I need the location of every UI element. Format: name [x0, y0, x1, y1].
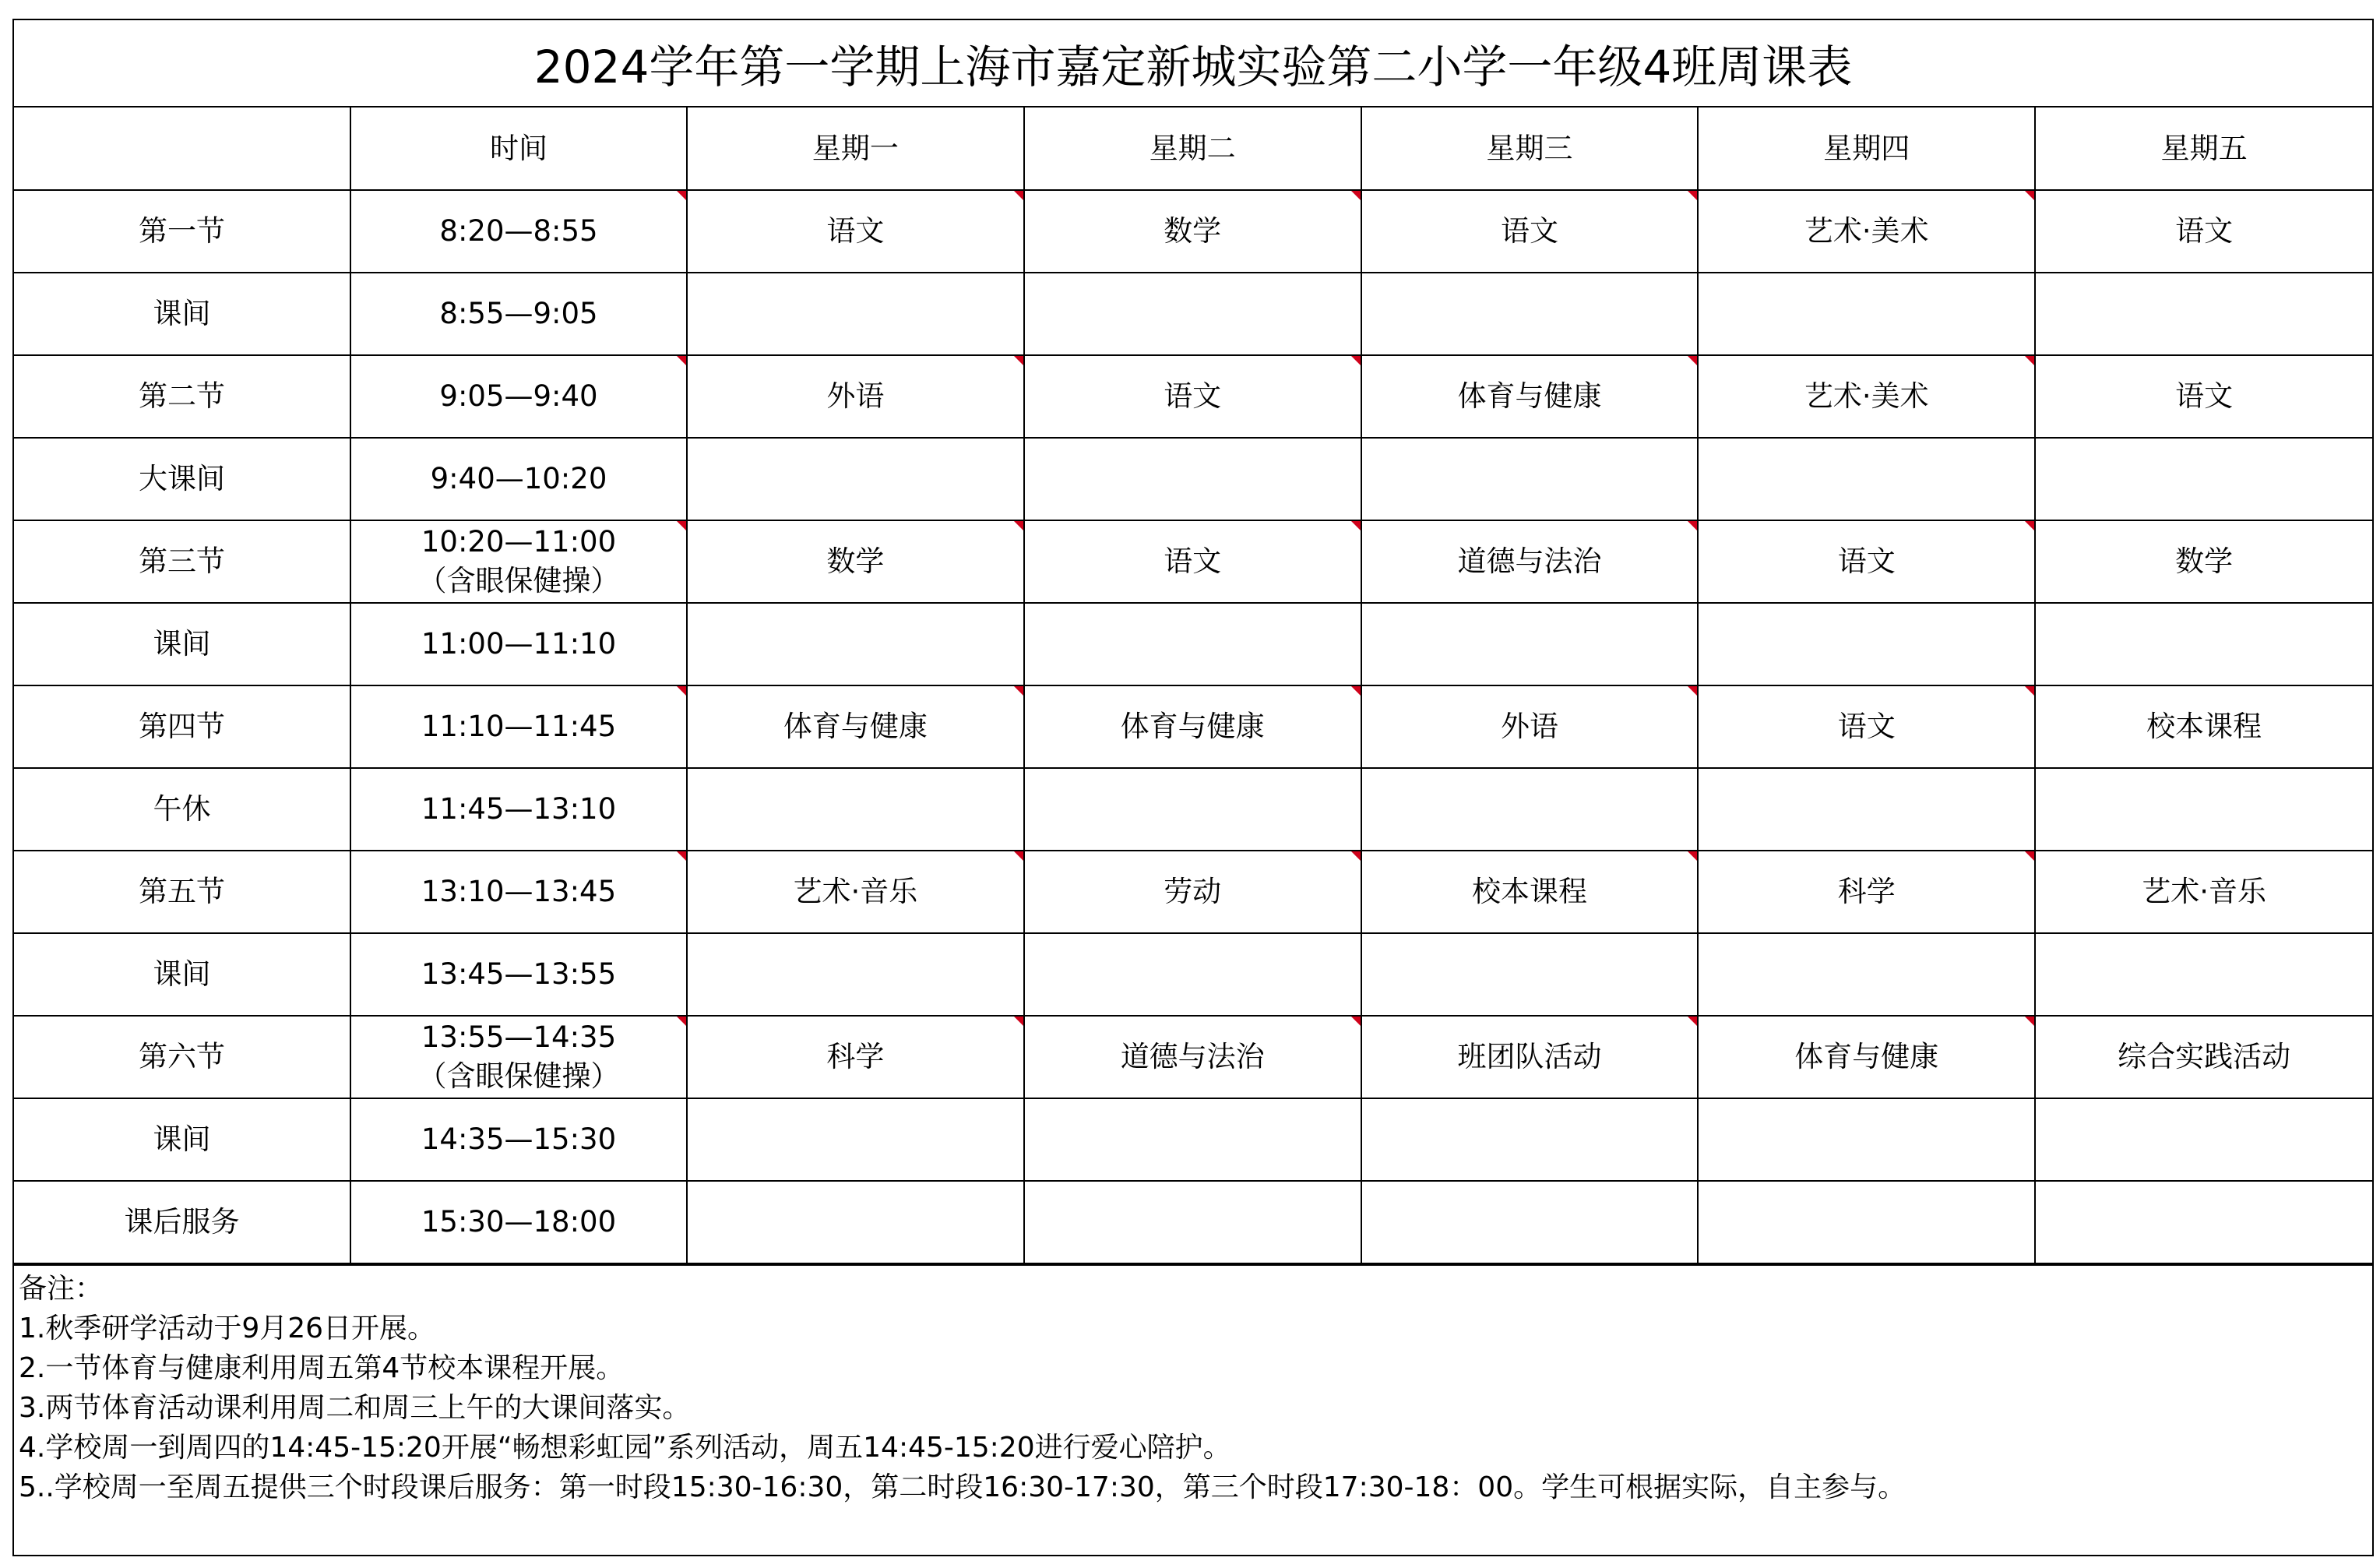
- period-label: 第五节: [14, 851, 350, 933]
- subject-label: 体育与健康: [1120, 710, 1265, 743]
- subject-cell-monday: [687, 1016, 1024, 1098]
- subject-cell-thursday: [1698, 273, 2035, 355]
- comment-marker-icon: [1688, 356, 1697, 365]
- note-line: 4.学校周一到周四的14:45-15:20开展“畅想彩虹园”系列活动，周五14:45-15:20进行爱心陪护。: [19, 1432, 1231, 1464]
- subject-cell-tuesday: [1024, 355, 1361, 438]
- subject-cell-tuesday: [1024, 438, 1361, 520]
- table-row: [14, 190, 2372, 273]
- period-time-note: （含眼保健操）: [417, 1059, 620, 1093]
- subject-cell-thursday: [1698, 520, 2035, 603]
- timetable-sheet: [12, 19, 2374, 1556]
- period-time-range: 13:55—14:35: [421, 1020, 617, 1054]
- subject-label: 艺术·美术: [1804, 379, 1929, 413]
- period-time: [350, 273, 687, 355]
- subject-cell-wednesday: [1361, 438, 1699, 520]
- subject-cell-tuesday: [1024, 685, 1361, 768]
- timetable-grid: [14, 107, 2372, 1264]
- subject-label: 语文: [1164, 379, 1222, 413]
- subject-label: 语文: [2175, 379, 2234, 413]
- subject-cell-tuesday: [1024, 273, 1361, 355]
- subject-cell-thursday: [1698, 1098, 2035, 1181]
- subject-cell-wednesday: [1361, 933, 1699, 1016]
- table-row: [14, 603, 2372, 685]
- subject-label: 外语: [1500, 710, 1558, 743]
- comment-marker-icon: [677, 356, 686, 365]
- period-label: 大课间: [14, 438, 350, 520]
- notes-section: [14, 1264, 2372, 1507]
- subject-cell-wednesday: [1361, 685, 1699, 768]
- subject-cell-tuesday: [1024, 1181, 1361, 1263]
- subject-cell-monday: [687, 520, 1024, 603]
- subject-cell-monday: [687, 685, 1024, 768]
- period-time: [350, 355, 687, 438]
- comment-marker-icon: [677, 686, 686, 696]
- subject-cell-tuesday: [1024, 603, 1361, 685]
- header-cell-thursday: 星期四: [1698, 107, 2035, 190]
- comment-marker-icon: [1014, 191, 1023, 200]
- period-time-note: （含眼保健操）: [417, 564, 620, 597]
- comment-marker-icon: [1688, 851, 1697, 861]
- note-line: 3.两节体育活动课利用周二和周三上午的大课间落实。: [19, 1392, 691, 1424]
- header-cell-tuesday: 星期二: [1024, 107, 1361, 190]
- table-row: [14, 1098, 2372, 1181]
- period-time-range: 15:30—18:00: [421, 1205, 617, 1239]
- comment-marker-icon: [1351, 1017, 1361, 1026]
- subject-label: 科学: [826, 1040, 885, 1073]
- comment-marker-icon: [2025, 851, 2034, 861]
- subject-cell-tuesday: [1024, 1098, 1361, 1181]
- period-label: 第四节: [14, 685, 350, 768]
- comment-marker-icon: [1688, 521, 1697, 530]
- subject-cell-friday: [2035, 190, 2372, 273]
- subject-label: 外语: [826, 379, 885, 413]
- subject-cell-friday: [2035, 1016, 2372, 1098]
- comment-marker-icon: [2025, 356, 2034, 365]
- comment-marker-icon: [2025, 191, 2034, 200]
- period-label: 课间: [14, 1098, 350, 1181]
- subject-cell-wednesday: [1361, 851, 1699, 933]
- note-line: 5..学校周一至周五提供三个时段课后服务：第一时段15:30-16:30，第二时段16:30-17:30，第三个时段17:30-18：00。学生可根据实际，自主参与。: [19, 1471, 1906, 1503]
- comment-marker-icon: [1351, 356, 1361, 365]
- subject-cell-wednesday: [1361, 1098, 1699, 1181]
- subject-cell-tuesday: [1024, 520, 1361, 603]
- comment-marker-icon: [1351, 521, 1361, 530]
- period-time: [350, 190, 687, 273]
- subject-cell-friday: [2035, 273, 2372, 355]
- period-time: [350, 685, 687, 768]
- comment-marker-icon: [1351, 191, 1361, 200]
- subject-cell-thursday: [1698, 768, 2035, 851]
- subject-label: 数学: [1164, 214, 1222, 248]
- subject-label: 科学: [1837, 875, 1896, 908]
- period-time-range: 11:00—11:10: [421, 627, 617, 661]
- subject-label: 语文: [1164, 544, 1222, 578]
- comment-marker-icon: [1688, 191, 1697, 200]
- period-label: 课间: [14, 603, 350, 685]
- subject-cell-monday: [687, 190, 1024, 273]
- subject-label: 艺术·音乐: [793, 875, 918, 908]
- subject-cell-wednesday: [1361, 1016, 1699, 1098]
- period-time-range: 14:35—15:30: [421, 1122, 617, 1156]
- period-label: 午休: [14, 768, 350, 851]
- period-time: [350, 933, 687, 1016]
- header-cell-monday: 星期一: [687, 107, 1024, 190]
- period-time: [350, 520, 687, 603]
- subject-cell-wednesday: [1361, 520, 1699, 603]
- subject-cell-thursday: [1698, 603, 2035, 685]
- subject-cell-thursday: [1698, 1181, 2035, 1263]
- subject-cell-thursday: [1698, 685, 2035, 768]
- subject-label: 语文: [1500, 214, 1558, 248]
- subject-cell-thursday: [1698, 190, 2035, 273]
- subject-cell-friday: [2035, 355, 2372, 438]
- period-time: [350, 851, 687, 933]
- subject-cell-monday: [687, 768, 1024, 851]
- subject-cell-wednesday: [1361, 768, 1699, 851]
- subject-cell-friday: [2035, 1098, 2372, 1181]
- subject-cell-friday: [2035, 851, 2372, 933]
- subject-label: 道德与法治: [1457, 544, 1602, 578]
- subject-label: 数学: [826, 544, 885, 578]
- subject-label: 校本课程: [1471, 875, 1587, 908]
- period-time-range: 13:45—13:55: [421, 957, 617, 991]
- period-label: 课后服务: [14, 1181, 350, 1263]
- subject-cell-monday: [687, 273, 1024, 355]
- subject-cell-thursday: [1698, 851, 2035, 933]
- period-label: 第一节: [14, 190, 350, 273]
- period-time-range: 11:45—13:10: [421, 792, 617, 826]
- header-cell-friday: 星期五: [2035, 107, 2372, 190]
- subject-cell-monday: [687, 1098, 1024, 1181]
- comment-marker-icon: [1014, 356, 1023, 365]
- subject-label: 校本课程: [2146, 710, 2262, 743]
- period-time: [350, 768, 687, 851]
- subject-cell-wednesday: [1361, 603, 1699, 685]
- table-row: [14, 1181, 2372, 1263]
- subject-cell-monday: [687, 355, 1024, 438]
- subject-label: 语文: [826, 214, 885, 248]
- subject-label: 体育与健康: [1794, 1040, 1939, 1073]
- subject-cell-thursday: [1698, 1016, 2035, 1098]
- period-time: [350, 1016, 687, 1098]
- subject-cell-monday: [687, 438, 1024, 520]
- period-time-range: 8:55—9:05: [439, 297, 598, 330]
- subject-cell-thursday: [1698, 933, 2035, 1016]
- subject-cell-wednesday: [1361, 1181, 1699, 1263]
- subject-cell-tuesday: [1024, 851, 1361, 933]
- subject-cell-monday: [687, 1181, 1024, 1263]
- subject-label: 劳动: [1164, 875, 1222, 908]
- subject-label: 语文: [2175, 214, 2234, 248]
- comment-marker-icon: [677, 851, 686, 861]
- subject-cell-friday: [2035, 768, 2372, 851]
- table-row: [14, 768, 2372, 851]
- comment-marker-icon: [1351, 851, 1361, 861]
- header-cell-time: 时间: [350, 107, 687, 190]
- comment-marker-icon: [2025, 521, 2034, 530]
- period-label: 第三节: [14, 520, 350, 603]
- subject-label: 数学: [2175, 544, 2234, 578]
- comment-marker-icon: [1014, 521, 1023, 530]
- comment-marker-icon: [677, 521, 686, 530]
- subject-cell-tuesday: [1024, 1016, 1361, 1098]
- period-time-range: 9:40—10:20: [430, 462, 607, 495]
- table-row: [14, 520, 2372, 603]
- note-line: 1.秋季研学活动于9月26日开展。: [19, 1313, 436, 1344]
- subject-cell-friday: [2035, 520, 2372, 603]
- table-row: [14, 933, 2372, 1016]
- period-label: 课间: [14, 933, 350, 1016]
- period-time-range: 8:20—8:55: [439, 214, 598, 248]
- subject-cell-thursday: [1698, 438, 2035, 520]
- subject-cell-monday: [687, 603, 1024, 685]
- period-time: [350, 1098, 687, 1181]
- comment-marker-icon: [677, 1017, 686, 1026]
- period-time: [350, 1181, 687, 1263]
- page-title: 2024学年第一学期上海市嘉定新城实验第二小学一年级4班周课表: [14, 20, 2372, 107]
- notes-heading: 备注：: [19, 1273, 104, 1305]
- subject-cell-friday: [2035, 685, 2372, 768]
- period-time-range: 10:20—11:00: [421, 525, 617, 559]
- subject-cell-friday: [2035, 438, 2372, 520]
- note-line: 2.一节体育与健康利用周五第4节校本课程开展。: [19, 1352, 625, 1384]
- period-time-range: 13:10—13:45: [421, 875, 617, 908]
- comment-marker-icon: [1351, 686, 1361, 696]
- subject-cell-monday: [687, 933, 1024, 1016]
- table-row: [14, 273, 2372, 355]
- comment-marker-icon: [2025, 686, 2034, 696]
- period-label: 第二节: [14, 355, 350, 438]
- table-row: [14, 355, 2372, 438]
- subject-cell-wednesday: [1361, 355, 1699, 438]
- subject-label: 体育与健康: [783, 710, 928, 743]
- table-row: [14, 438, 2372, 520]
- comment-marker-icon: [677, 191, 686, 200]
- period-label: 第六节: [14, 1016, 350, 1098]
- subject-label: 语文: [1837, 544, 1896, 578]
- period-time: [350, 438, 687, 520]
- period-label: 课间: [14, 273, 350, 355]
- subject-label: 班团队活动: [1457, 1040, 1602, 1073]
- subject-label: 综合实践活动: [2118, 1040, 2291, 1073]
- header-cell-wednesday: 星期三: [1361, 107, 1699, 190]
- subject-cell-thursday: [1698, 355, 2035, 438]
- comment-marker-icon: [1014, 686, 1023, 696]
- subject-cell-tuesday: [1024, 190, 1361, 273]
- period-time-range: 9:05—9:40: [439, 379, 598, 413]
- comment-marker-icon: [1688, 686, 1697, 696]
- subject-cell-friday: [2035, 603, 2372, 685]
- subject-cell-friday: [2035, 1181, 2372, 1263]
- period-time: [350, 603, 687, 685]
- subject-cell-wednesday: [1361, 190, 1699, 273]
- subject-cell-wednesday: [1361, 273, 1699, 355]
- table-row: [14, 1016, 2372, 1098]
- period-time-range: 11:10—11:45: [421, 710, 617, 743]
- subject-label: 道德与法治: [1120, 1040, 1265, 1073]
- subject-cell-friday: [2035, 933, 2372, 1016]
- subject-label: 艺术·音乐: [2142, 875, 2266, 908]
- comment-marker-icon: [1688, 1017, 1697, 1026]
- subject-label: 体育与健康: [1457, 379, 1602, 413]
- comment-marker-icon: [1014, 851, 1023, 861]
- subject-cell-tuesday: [1024, 768, 1361, 851]
- subject-label: 艺术·美术: [1804, 214, 1929, 248]
- table-row: [14, 851, 2372, 933]
- header-row: [14, 107, 2372, 190]
- table-row: [14, 685, 2372, 768]
- comment-marker-icon: [2025, 1017, 2034, 1026]
- subject-label: 语文: [1837, 710, 1896, 743]
- subject-cell-monday: [687, 851, 1024, 933]
- subject-cell-tuesday: [1024, 933, 1361, 1016]
- comment-marker-icon: [1014, 1017, 1023, 1026]
- header-cell-blank: [14, 107, 350, 190]
